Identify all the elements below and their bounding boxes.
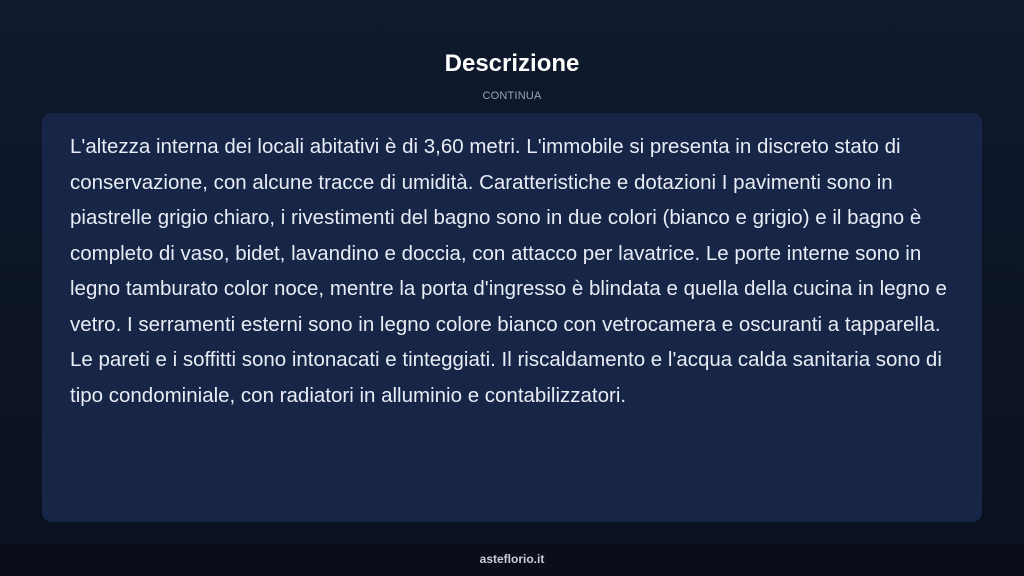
footer-bar [0,544,1024,576]
description-card [42,113,982,522]
description-text: L'altezza interna dei locali abitativi è di 3,60 metri. L'immobile si presenta in discreto stato di conservazione, con alcune tracce di umidità. Caratteristiche e dotazioni I pavimenti sono in piastrelle grigio chiaro, i rivestimenti del bagno sono in due colori (bianco e grigio) e il bagno è completo di vaso, bidet, lavandino e doccia, con attacco per lavatrice. Le porte interne sono in legno tamburato color noce, mentre la porta d'ingresso è blindata e quella della cucina in legno e vetro. I serramenti esterni sono in legno colore bianco con vetrocamera e oscuranti a tapparella. Le pareti e i soffitti sono intonacati e tinteggiati. Il riscaldamento e l'acqua calda sanitaria sono di tipo condominiale, con radiatori in alluminio e contabilizzatori. [70,135,947,407]
footer-brand: asteflorio.it [479,552,545,566]
page-title: Descrizione [444,50,580,77]
continue-label: CONTINUA [482,90,542,102]
